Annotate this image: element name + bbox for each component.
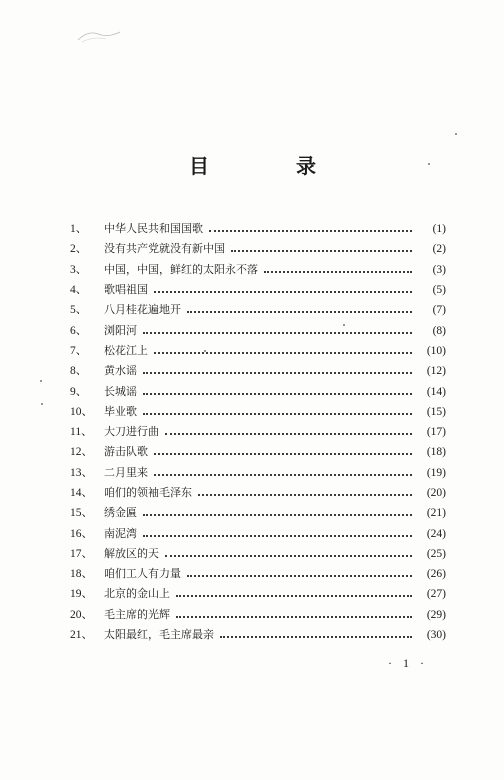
toc-entry-number: 5、 bbox=[70, 304, 88, 317]
toc-entry-title: 咱们工人有力量 bbox=[104, 567, 181, 581]
dot-leader bbox=[209, 229, 412, 232]
scan-speck bbox=[40, 380, 42, 382]
toc-entry-title: 北京的金山上 bbox=[104, 587, 170, 601]
dot-leader bbox=[154, 452, 412, 455]
dot-leader bbox=[198, 493, 412, 496]
toc-entry-page: (7) bbox=[432, 304, 446, 317]
dot-leader bbox=[176, 594, 412, 597]
toc-entry-title: 中国，中国，鲜红的太阳永不落 bbox=[104, 262, 258, 276]
toc-entry-number: 8、 bbox=[70, 365, 88, 378]
toc-entry-page: (21) bbox=[426, 507, 446, 520]
toc-entry-number: 9、 bbox=[70, 385, 88, 398]
toc-entry-number: 18、 bbox=[70, 568, 93, 581]
toc-entry-title: 游击队歌 bbox=[104, 445, 148, 459]
toc-entry-page: (10) bbox=[426, 344, 446, 357]
toc-entry-title: 毛主席的光辉 bbox=[104, 607, 170, 621]
dot-leader bbox=[143, 513, 412, 516]
toc-entry bbox=[70, 584, 446, 604]
toc-entry-number: 16、 bbox=[70, 527, 93, 540]
toc-entry-page: (12) bbox=[426, 365, 446, 378]
toc-entry-title: 歌唱祖国 bbox=[104, 283, 148, 297]
toc-entry bbox=[70, 361, 446, 381]
toc-entry-number: 6、 bbox=[70, 324, 88, 337]
dot-leader bbox=[187, 574, 412, 577]
dot-leader bbox=[165, 554, 412, 557]
toc-entry-title: 解放区的天 bbox=[104, 546, 159, 560]
toc-entry-number: 2、 bbox=[70, 243, 88, 256]
toc-entry-title: 二月里来 bbox=[104, 465, 148, 479]
dot-leader bbox=[231, 249, 412, 252]
toc-entry bbox=[70, 503, 446, 523]
toc-entry-number: 7、 bbox=[70, 344, 88, 357]
toc-entry bbox=[70, 260, 446, 280]
toc-entry-page: (27) bbox=[426, 588, 446, 601]
toc-entry bbox=[70, 483, 446, 503]
title-char-2: 录 bbox=[296, 154, 316, 178]
page-title bbox=[0, 150, 504, 180]
dot-leader bbox=[264, 270, 412, 273]
table-of-contents bbox=[70, 219, 446, 645]
dot-leader bbox=[187, 310, 412, 313]
toc-entry-page: (17) bbox=[426, 426, 446, 439]
dot-leader bbox=[143, 534, 412, 537]
toc-entry bbox=[70, 463, 446, 483]
toc-entry-page: (20) bbox=[426, 487, 446, 499]
toc-entry-number: 11、 bbox=[70, 426, 93, 439]
toc-entry bbox=[70, 564, 446, 584]
toc-entry-title: 太阳最红，毛主席最亲 bbox=[104, 628, 214, 642]
toc-entry-page: (24) bbox=[426, 527, 446, 540]
toc-entry-number: 13、 bbox=[70, 466, 93, 479]
toc-entry-number: 20、 bbox=[70, 608, 93, 621]
dot-leader bbox=[143, 331, 412, 334]
toc-entry-title: 松花江上 bbox=[104, 343, 148, 357]
dot-leader bbox=[176, 615, 412, 618]
toc-entry-number: 19、 bbox=[70, 588, 93, 601]
toc-entry bbox=[70, 544, 446, 564]
toc-entry-page: (2) bbox=[432, 243, 446, 256]
toc-entry bbox=[70, 625, 446, 645]
toc-entry-title: 黄水谣 bbox=[104, 364, 137, 378]
scan-speck bbox=[41, 403, 43, 405]
toc-entry-title: 绣金匾 bbox=[104, 506, 137, 520]
toc-entry bbox=[70, 381, 446, 401]
toc-entry-page: (8) bbox=[432, 324, 446, 337]
toc-entry-title: 大刀进行曲 bbox=[104, 425, 159, 439]
toc-entry-number: 15、 bbox=[70, 507, 93, 520]
toc-entry-page: (30) bbox=[426, 629, 446, 642]
toc-entry bbox=[70, 219, 446, 239]
toc-entry-page: (29) bbox=[426, 608, 446, 621]
toc-entry-title: 毕业歌 bbox=[104, 404, 137, 418]
dot-leader bbox=[143, 392, 412, 395]
toc-entry bbox=[70, 300, 446, 320]
title-char-1: 目 bbox=[189, 154, 209, 178]
toc-entry-title: 长城谣 bbox=[104, 384, 137, 398]
toc-entry bbox=[70, 442, 446, 462]
toc-entry-number: 10、 bbox=[70, 405, 93, 418]
dot-leader bbox=[220, 635, 412, 638]
dot-leader bbox=[154, 290, 412, 293]
toc-entry-title: 没有共产党就没有新中国 bbox=[104, 242, 225, 256]
toc-entry-page: (14) bbox=[426, 385, 446, 398]
toc-entry-number: 14、 bbox=[70, 487, 93, 499]
toc-entry-page: (15) bbox=[426, 405, 446, 418]
toc-entry-number: 17、 bbox=[70, 547, 93, 560]
toc-entry-page: (1) bbox=[432, 223, 446, 236]
dot-leader bbox=[165, 432, 412, 435]
toc-entry-title: 南泥湾 bbox=[104, 526, 137, 540]
dot-leader bbox=[143, 371, 412, 374]
toc-entry-title: 八月桂花遍地开 bbox=[104, 303, 181, 317]
toc-entry bbox=[70, 280, 446, 300]
toc-entry-title: 浏阳河 bbox=[104, 323, 137, 337]
scan-smudge bbox=[76, 26, 122, 44]
toc-entry-page: (3) bbox=[432, 263, 446, 276]
toc-entry-number: 1、 bbox=[70, 223, 88, 236]
toc-entry bbox=[70, 523, 446, 543]
toc-entry-title: 中华人民共和国国歌 bbox=[104, 222, 203, 236]
toc-entry-number: 3、 bbox=[70, 263, 88, 276]
toc-entry bbox=[70, 341, 446, 361]
toc-entry-page: (26) bbox=[426, 568, 446, 581]
toc-entry bbox=[70, 320, 446, 340]
toc-entry-title: 咱们的领袖毛泽东 bbox=[104, 486, 192, 499]
dot-leader bbox=[154, 351, 412, 354]
dot-leader bbox=[143, 412, 412, 415]
toc-entry bbox=[70, 605, 446, 625]
toc-entry bbox=[70, 239, 446, 259]
scan-speck bbox=[455, 133, 457, 135]
page-number: · 1 · bbox=[388, 656, 428, 670]
toc-entry-page: (18) bbox=[426, 446, 446, 459]
toc-entry-page: (5) bbox=[432, 284, 446, 297]
toc-entry-number: 4、 bbox=[70, 284, 88, 297]
dot-leader bbox=[154, 473, 412, 476]
toc-entry-number: 21、 bbox=[70, 629, 93, 642]
toc-entry bbox=[70, 402, 446, 422]
toc-entry bbox=[70, 422, 446, 442]
toc-entry-number: 12、 bbox=[70, 446, 93, 459]
toc-entry-page: (25) bbox=[426, 547, 446, 560]
toc-entry-page: (19) bbox=[426, 466, 446, 479]
